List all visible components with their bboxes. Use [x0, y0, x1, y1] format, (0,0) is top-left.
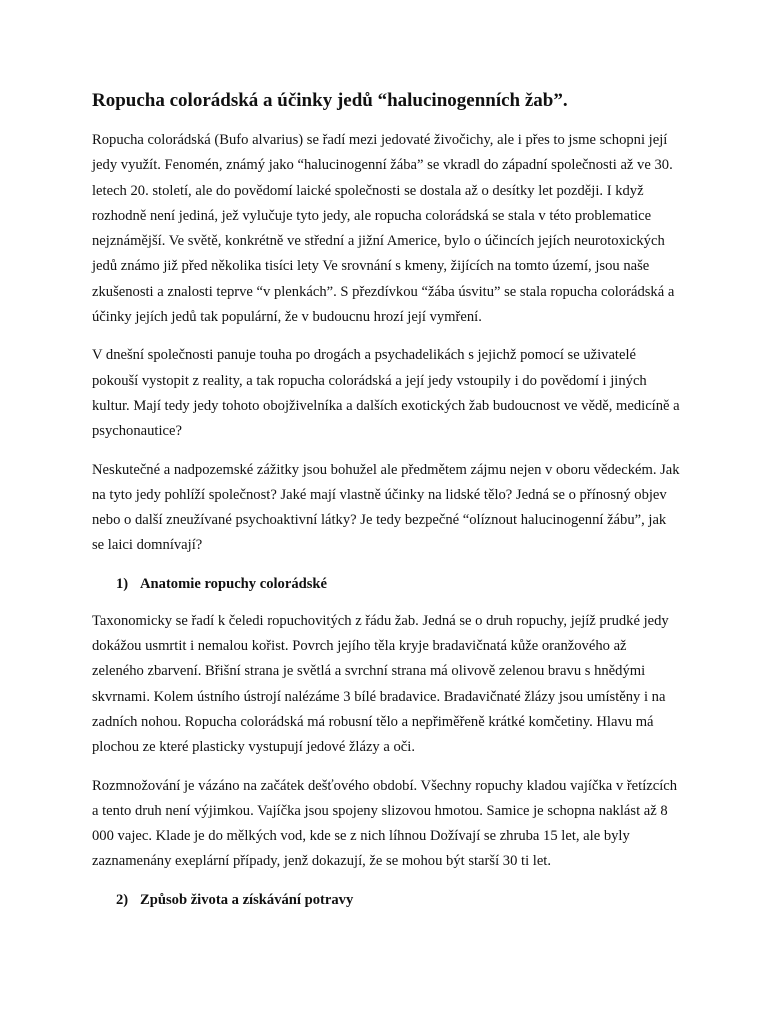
- section-heading-text: Způsob života a získávání potravy: [140, 891, 354, 908]
- section-heading-text: Anatomie ropuchy colorádské: [140, 575, 328, 592]
- section-number: 2): [116, 891, 129, 908]
- document-body: [92, 88, 682, 925]
- intro-paragraph-2: V dnešní společnosti panuje touha po drogách a psychadelikách s jejichž pomocí se uživatelé pokouší vystopit z reality, a tak ropucha colorádská a její jedy vstoupily i do povědomí i jiných kultur. Mají tedy jedy tohoto obojživelníka a dalších exotických žab budoucnost ve vědě, medicíně a psychonautice?: [92, 347, 680, 440]
- section-heading-lifestyle: [92, 888, 682, 913]
- section-number: 1): [116, 575, 129, 592]
- intro-paragraph-1: Ropucha colorádská (Bufo alvarius) se řadí mezi jedovaté živočichy, ale i přes to jsme schopni její jedy využít. Fenomén, známý jako “halucinogenní žába” se vkradl do západní společnosti až ve 30. letech 20. století, ale do povědomí laické společnosti se dostala až o desítky let později. I když rozhodně není jediná, jež vylučuje tyto jedy, ale ropucha colorádská se stala v této problematice nejznámější. Ve světě, konkrétně ve střední a jižní Americe, bylo o účincích jejích neurotoxických jedů známo již před několika tisíci lety Ve srovnání s kmeny, žijících na tomto území, jsou naše zkušenosti a znalosti teprve “v plenkách”. S přezdívkou “žába úsvitu” se stala ropucha colorádská a účinky jejích jedů tak populární, že v budoucnu hrozí její vymření.: [92, 132, 675, 326]
- intro-paragraph-3: Neskutečné a nadpozemské zážitky jsou bohužel ale předmětem zájmu nejen v oboru vědeckém. Jak na tyto jedy pohlíží společnost? Jaké mají vlastně účinky na lidské tělo? Jedná se o přínosný objev nebo o další zneužívané psychoaktivní látky? Je tedy bezpečné “olíznout halucinogenní žábu”, jak se laici domnívají?: [92, 461, 680, 554]
- section-heading-anatomy: [92, 572, 682, 597]
- anatomy-paragraph-1: Taxonomicky se řadí k čeledi ropuchovitých z řádu žab. Jedná se o druh ropuchy, jejíž prudké jedy dokážou usmrtit i nemalou kořist. Povrch jejího těla kryje bradavičnatá kůže oranžového až zeleného zbarvení. Břišní strana je světlá a svrchní strana má olivově zelenou bravu s hnědými skvrnami. Kolem ústního ústrojí nalézáme 3 bílé bradavice. Bradavičnaté žlázy jsou umístěny i na zadních nohou. Ropucha colorádská má robusní tělo a nepřiměřeně krátké komčetiny. Hlavu má plochou ze které plasticky vystupují jedové žlázy a oči.: [92, 612, 669, 756]
- anatomy-paragraph-2: Rozmnožování je vázáno na začátek dešťového období. Všechny ropuchy kladou vajíčka v řetízcích a tento druh není výjimkou. Vajíčka jsou spojeny slizovou hmotou. Samice je schopna naklást až 8 000 vajec. Klade je do mělkých vod, kde se z nich líhnou Dožívají se zhruba 15 let, ale byly zaznamenány exeplární případy, jenž dokazují, že se mohou být starší 30 ti let.: [92, 777, 678, 870]
- document-title: Ropucha colorádská a účinky jedů “halucinogenních žab”.: [92, 90, 568, 111]
